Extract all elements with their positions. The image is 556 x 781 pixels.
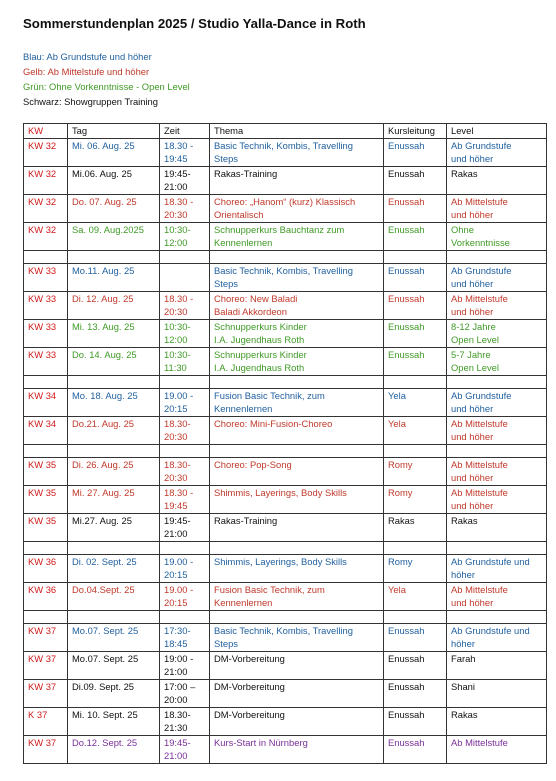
cell-thema: Schnupperkurs Kinder I.A. Jugendhaus Roth (210, 319, 384, 347)
empty-cell (384, 610, 447, 623)
cell-tag: Mo.07. Sept. 25 (68, 623, 160, 651)
table-row (24, 319, 547, 347)
cell-tag: Do.04.Sept. 25 (68, 582, 160, 610)
empty-cell (447, 541, 547, 554)
page-title: Sommerstundenplan 2025 / Studio Yalla-Dance in Roth (23, 16, 366, 31)
header-zeit: Zeit (160, 124, 210, 139)
cell-zeit: 19:00 - 21:00 (160, 651, 210, 679)
cell-kursleitung: Yela (384, 416, 447, 444)
cell-zeit: 18.30 - 20:30 (160, 194, 210, 222)
cell-level: Farah (447, 651, 547, 679)
cell-kursleitung: Yela (384, 582, 447, 610)
empty-cell (210, 541, 384, 554)
cell-level: Ab Grundstufe und höher (447, 138, 547, 166)
empty-cell (160, 444, 210, 457)
empty-cell (68, 541, 160, 554)
cell-zeit: 19:45- 21:00 (160, 735, 210, 763)
cell-tag: Mi.06. Aug. 25 (68, 166, 160, 194)
cell-thema: Schnupperkurs Kinder I.A. Jugendhaus Roth (210, 347, 384, 375)
empty-cell (68, 250, 160, 263)
cell-kursleitung: Enussah (384, 679, 447, 707)
separator-row (24, 541, 547, 554)
cell-zeit: 18.30 - 19:45 (160, 138, 210, 166)
separator-row (24, 610, 547, 623)
empty-cell (210, 250, 384, 263)
cell-thema: DM-Vorbereitung (210, 651, 384, 679)
cell-zeit: 19.00 - 20:15 (160, 388, 210, 416)
cell-kursleitung: Romy (384, 554, 447, 582)
cell-zeit: 19.00 - 20:15 (160, 582, 210, 610)
cell-thema: Rakas-Training (210, 513, 384, 541)
empty-cell (384, 375, 447, 388)
empty-cell (384, 444, 447, 457)
cell-kursleitung: Enussah (384, 319, 447, 347)
empty-cell (68, 610, 160, 623)
cell-tag: Mo. 18. Aug. 25 (68, 388, 160, 416)
table-row (24, 347, 547, 375)
cell-kw: KW 35 (24, 457, 68, 485)
cell-kursleitung: Enussah (384, 166, 447, 194)
cell-zeit: 10:30- 12:00 (160, 319, 210, 347)
empty-cell (447, 610, 547, 623)
cell-tag: Mi. 06. Aug. 25 (68, 138, 160, 166)
cell-kursleitung: Enussah (384, 707, 447, 735)
table-header-row (24, 124, 547, 139)
empty-cell (447, 444, 547, 457)
cell-kursleitung: Romy (384, 485, 447, 513)
cell-zeit: 18.30- 20:30 (160, 416, 210, 444)
table-row (24, 651, 547, 679)
table-row (24, 582, 547, 610)
cell-level: Ab Mittelstufe und höher (447, 582, 547, 610)
cell-thema: Kurs-Start in Nürnberg (210, 735, 384, 763)
table-row (24, 707, 547, 735)
table-row (24, 554, 547, 582)
cell-thema: Shimmis, Layerings, Body Skills (210, 554, 384, 582)
cell-kw: KW 34 (24, 416, 68, 444)
cell-tag: Di. 02. Sept. 25 (68, 554, 160, 582)
cell-level: Rakas (447, 513, 547, 541)
cell-thema: Schnupperkurs Bauchtanz zum Kennenlernen (210, 222, 384, 250)
cell-kursleitung: Romy (384, 457, 447, 485)
cell-tag: Do.21. Aug. 25 (68, 416, 160, 444)
cell-level: Ab Mittelstufe und höher (447, 194, 547, 222)
cell-thema: Choreo: New Baladi Baladi Akkordeon (210, 291, 384, 319)
cell-tag: Do.12. Sept. 25 (68, 735, 160, 763)
cell-kw: KW 33 (24, 263, 68, 291)
header-tag: Tag (68, 124, 160, 139)
cell-kw: KW 32 (24, 166, 68, 194)
empty-cell (24, 444, 68, 457)
cell-tag: Mo.11. Aug. 25 (68, 263, 160, 291)
separator-row (24, 250, 547, 263)
table-row (24, 457, 547, 485)
legend-item-green: Grün: Ohne Vorkenntnisse - Open Level (23, 81, 190, 92)
cell-level: Ab Mittelstufe und höher (447, 416, 547, 444)
cell-level: 5-7 Jahre Open Level (447, 347, 547, 375)
cell-level: Shani (447, 679, 547, 707)
cell-zeit: 18.30- 20:30 (160, 457, 210, 485)
legend-item-black: Schwarz: Showgruppen Training (23, 96, 158, 107)
header-level: Level (447, 124, 547, 139)
cell-thema: Choreo: „Hanom“ (kurz) Klassisch Orientalisch (210, 194, 384, 222)
cell-kw: KW 34 (24, 388, 68, 416)
table-row (24, 485, 547, 513)
table-row (24, 623, 547, 651)
empty-cell (24, 541, 68, 554)
empty-cell (160, 250, 210, 263)
empty-cell (160, 541, 210, 554)
cell-zeit: 17:30- 18:45 (160, 623, 210, 651)
cell-zeit: 19:45- 21:00 (160, 166, 210, 194)
table-row (24, 263, 547, 291)
cell-thema: Rakas-Training (210, 166, 384, 194)
cell-zeit: 19:45- 21:00 (160, 513, 210, 541)
schedule-table (23, 123, 547, 764)
cell-zeit: 18.30 - 20:30 (160, 291, 210, 319)
cell-tag: Mi. 27. Aug. 25 (68, 485, 160, 513)
cell-kursleitung: Enussah (384, 222, 447, 250)
cell-tag: Mi. 13. Aug. 25 (68, 319, 160, 347)
table-row (24, 513, 547, 541)
empty-cell (210, 444, 384, 457)
table-row (24, 222, 547, 250)
cell-tag: Sa. 09. Aug.2025 (68, 222, 160, 250)
cell-zeit: 17:00 – 20:00 (160, 679, 210, 707)
empty-cell (24, 375, 68, 388)
cell-kw: KW 36 (24, 582, 68, 610)
empty-cell (68, 375, 160, 388)
cell-thema: Choreo: Pop-Song (210, 457, 384, 485)
cell-kw: KW 35 (24, 513, 68, 541)
header-kw: KW (24, 124, 68, 139)
table-row (24, 194, 547, 222)
header-thema: Thema (210, 124, 384, 139)
cell-zeit: 18.30- 21:30 (160, 707, 210, 735)
cell-kursleitung: Enussah (384, 623, 447, 651)
table-row (24, 138, 547, 166)
cell-tag: Do. 14. Aug. 25 (68, 347, 160, 375)
cell-kw: KW 32 (24, 194, 68, 222)
cell-level: Ohne Vorkenntnisse (447, 222, 547, 250)
empty-cell (68, 444, 160, 457)
empty-cell (447, 250, 547, 263)
cell-tag: Di. 26. Aug. 25 (68, 457, 160, 485)
cell-level: Ab Mittelstufe und höher (447, 485, 547, 513)
cell-level: Rakas (447, 707, 547, 735)
cell-kw: KW 37 (24, 651, 68, 679)
cell-thema: Basic Technik, Kombis, Travelling Steps (210, 138, 384, 166)
cell-kw: KW 33 (24, 291, 68, 319)
cell-tag: Do. 07. Aug. 25 (68, 194, 160, 222)
cell-kw: KW 33 (24, 347, 68, 375)
cell-kursleitung: Rakas (384, 513, 447, 541)
cell-zeit: 19.00 - 20:15 (160, 554, 210, 582)
table-row (24, 166, 547, 194)
empty-cell (447, 375, 547, 388)
cell-kw: KW 37 (24, 735, 68, 763)
cell-level: 8-12 Jahre Open Level (447, 319, 547, 347)
empty-cell (160, 610, 210, 623)
cell-kw: KW 35 (24, 485, 68, 513)
cell-kursleitung: Enussah (384, 263, 447, 291)
cell-kursleitung: Enussah (384, 735, 447, 763)
cell-tag: Di.09. Sept. 25 (68, 679, 160, 707)
color-legend (23, 49, 190, 109)
empty-cell (160, 375, 210, 388)
cell-zeit (160, 263, 210, 291)
table-row (24, 679, 547, 707)
legend-item-blue: Blau: Ab Grundstufe und höher (23, 51, 152, 62)
cell-kw: KW 33 (24, 319, 68, 347)
cell-kw: KW 32 (24, 222, 68, 250)
empty-cell (24, 610, 68, 623)
cell-level: Ab Mittelstufe und höher (447, 291, 547, 319)
cell-kursleitung: Enussah (384, 194, 447, 222)
cell-kursleitung: Enussah (384, 347, 447, 375)
table-row (24, 291, 547, 319)
table-row (24, 388, 547, 416)
cell-kursleitung: Enussah (384, 291, 447, 319)
cell-tag: Mi. 10. Sept. 25 (68, 707, 160, 735)
cell-kw: KW 32 (24, 138, 68, 166)
cell-kw: KW 36 (24, 554, 68, 582)
cell-kw: KW 37 (24, 623, 68, 651)
cell-kursleitung: Enussah (384, 138, 447, 166)
cell-thema: Shimmis, Layerings, Body Skills (210, 485, 384, 513)
table-row (24, 735, 547, 763)
cell-level: Ab Grundstufe und höher (447, 263, 547, 291)
empty-cell (24, 250, 68, 263)
cell-level: Ab Mittelstufe und höher (447, 457, 547, 485)
table-row (24, 416, 547, 444)
cell-tag: Mo.07. Sept. 25 (68, 651, 160, 679)
empty-cell (210, 610, 384, 623)
empty-cell (210, 375, 384, 388)
cell-thema: Fusion Basic Technik, zum Kennenlernen (210, 388, 384, 416)
cell-thema: DM-Vorbereitung (210, 707, 384, 735)
cell-kw: K 37 (24, 707, 68, 735)
cell-thema: DM-Vorbereitung (210, 679, 384, 707)
empty-cell (384, 250, 447, 263)
separator-row (24, 375, 547, 388)
cell-zeit: 10:30- 12:00 (160, 222, 210, 250)
header-kursleitung: Kursleitung (384, 124, 447, 139)
cell-zeit: 18.30 - 19:45 (160, 485, 210, 513)
cell-zeit: 10:30- 11:30 (160, 347, 210, 375)
cell-level: Ab Grundstufe und höher (447, 388, 547, 416)
cell-tag: Di. 12. Aug. 25 (68, 291, 160, 319)
cell-thema: Basic Technik, Kombis, Travelling Steps (210, 263, 384, 291)
cell-thema: Fusion Basic Technik, zum Kennenlernen (210, 582, 384, 610)
empty-cell (384, 541, 447, 554)
cell-level: Ab Mittelstufe (447, 735, 547, 763)
cell-level: Rakas (447, 166, 547, 194)
cell-level: Ab Grundstufe und höher (447, 554, 547, 582)
cell-thema: Basic Technik, Kombis, Travelling Steps (210, 623, 384, 651)
cell-kursleitung: Enussah (384, 651, 447, 679)
cell-kursleitung: Yela (384, 388, 447, 416)
cell-level: Ab Grundstufe und höher (447, 623, 547, 651)
cell-kw: KW 37 (24, 679, 68, 707)
cell-tag: Mi.27. Aug. 25 (68, 513, 160, 541)
separator-row (24, 444, 547, 457)
cell-thema: Choreo: Mini-Fusion-Choreo (210, 416, 384, 444)
legend-item-yellow: Gelb: Ab Mittelstufe und höher (23, 66, 150, 77)
